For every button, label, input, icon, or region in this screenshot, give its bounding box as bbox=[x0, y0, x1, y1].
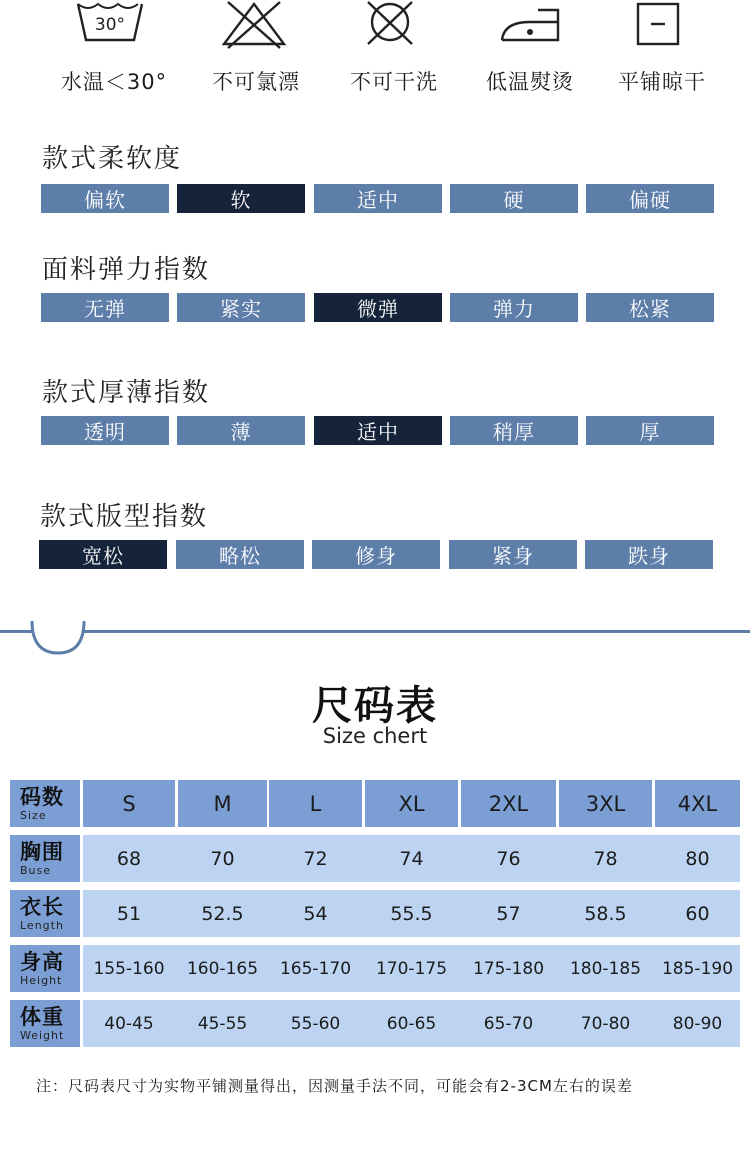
fit-option: 紧身 bbox=[449, 540, 577, 569]
softness-option: 偏软 bbox=[41, 184, 169, 213]
value-cell: 60 bbox=[685, 902, 710, 925]
dry-flat-icon bbox=[622, 0, 694, 50]
value-cell: 185-190 bbox=[661, 958, 734, 979]
section-divider bbox=[0, 630, 750, 633]
fit-option-active: 宽松 bbox=[39, 540, 167, 569]
elasticity-option: 松紧 bbox=[586, 293, 714, 322]
value-cell: 170-175 bbox=[375, 958, 448, 979]
fit-title: 款式版型指数 bbox=[40, 502, 209, 532]
size-header-cell: 4XL bbox=[655, 780, 740, 827]
value-cell: 165-170 bbox=[279, 958, 352, 979]
size-chart-title: 尺码表 bbox=[312, 683, 438, 729]
care-label-wash: 水温＜30° bbox=[60, 70, 168, 94]
size-header-cell: 3XL bbox=[559, 780, 652, 827]
size-header-cell: S bbox=[83, 780, 175, 827]
value-cell: 74 bbox=[399, 847, 424, 870]
thickness-option: 厚 bbox=[586, 416, 714, 445]
value-cell: 80-90 bbox=[672, 1013, 723, 1034]
value-cell: 80 bbox=[685, 847, 710, 870]
softness-title: 款式柔软度 bbox=[42, 144, 183, 174]
elasticity-option-active: 微弹 bbox=[314, 293, 442, 322]
size-row-chest bbox=[10, 835, 740, 882]
elasticity-title: 面料弹力指数 bbox=[42, 255, 211, 285]
row-label-zh: 体重 bbox=[20, 1004, 64, 1029]
size-note: 注：尺码表尺寸为实物平铺测量得出，因测量手法不同，可能会有2-3CM左右的误差 bbox=[36, 1077, 633, 1095]
row-label-cell bbox=[10, 890, 80, 937]
thickness-option: 薄 bbox=[177, 416, 305, 445]
care-label-dry: 平铺晾干 bbox=[618, 70, 706, 94]
row-label-en: Buse bbox=[20, 863, 52, 877]
row-label-zh: 身高 bbox=[20, 949, 64, 974]
size-header-cell: L bbox=[269, 780, 362, 827]
value-cell: 55.5 bbox=[390, 902, 433, 925]
softness-option: 适中 bbox=[314, 184, 442, 213]
size-row-height bbox=[10, 945, 740, 992]
size-header-cell: M bbox=[178, 780, 267, 827]
value-cell: 175-180 bbox=[472, 958, 545, 979]
value-cell: 54 bbox=[303, 902, 328, 925]
divider-bowl-ornament bbox=[30, 615, 86, 655]
row-label-en: Weight bbox=[20, 1028, 65, 1042]
value-cell: 68 bbox=[116, 847, 142, 870]
size-row-length bbox=[10, 890, 740, 937]
value-cell: 58.5 bbox=[584, 902, 627, 925]
softness-option: 硬 bbox=[450, 184, 578, 213]
no-bleach-icon bbox=[218, 0, 290, 50]
elasticity-option: 弹力 bbox=[450, 293, 578, 322]
row-label-zh: 胸围 bbox=[20, 839, 64, 864]
value-cell: 51 bbox=[116, 902, 142, 925]
elasticity-option: 无弹 bbox=[41, 293, 169, 322]
wash-temp-text: 30° bbox=[94, 15, 126, 35]
value-cell: 65-70 bbox=[483, 1013, 534, 1034]
value-cell: 72 bbox=[303, 847, 328, 870]
value-cell: 76 bbox=[496, 847, 521, 870]
fit-option: 略松 bbox=[176, 540, 304, 569]
softness-option-active: 软 bbox=[177, 184, 305, 213]
fit-option: 修身 bbox=[312, 540, 440, 569]
row-label-cell bbox=[10, 835, 80, 882]
value-cell: 60-65 bbox=[386, 1013, 437, 1034]
thickness-option-active: 适中 bbox=[314, 416, 442, 445]
value-cell: 45-55 bbox=[197, 1013, 248, 1034]
value-cell: 40-45 bbox=[104, 1013, 154, 1034]
size-header-row bbox=[10, 780, 740, 827]
value-cell: 155-160 bbox=[93, 958, 165, 979]
care-label-iron: 低温熨烫 bbox=[486, 70, 574, 94]
no-dryclean-icon bbox=[354, 0, 426, 50]
row-label-en: Height bbox=[20, 973, 63, 987]
thickness-option: 透明 bbox=[41, 416, 169, 445]
iron-low-icon bbox=[494, 0, 566, 50]
fit-option: 跌身 bbox=[585, 540, 713, 569]
softness-option: 偏硬 bbox=[586, 184, 714, 213]
size-chart-subtitle: Size chert bbox=[322, 724, 428, 748]
header-label-en: Size bbox=[20, 808, 47, 822]
care-label-no-bleach: 不可氯漂 bbox=[212, 70, 300, 94]
value-cell: 78 bbox=[593, 847, 618, 870]
header-label-cell bbox=[10, 780, 80, 827]
size-header-cell: 2XL bbox=[461, 780, 556, 827]
thickness-title: 款式厚薄指数 bbox=[42, 378, 211, 408]
value-cell: 55-60 bbox=[290, 1013, 341, 1034]
header-label-zh: 码数 bbox=[20, 784, 64, 809]
value-cell: 70 bbox=[210, 847, 235, 870]
row-label-en: Length bbox=[20, 918, 64, 932]
size-row-weight bbox=[10, 1000, 740, 1047]
row-label-cell bbox=[10, 1000, 80, 1047]
value-cell: 70-80 bbox=[580, 1013, 631, 1034]
elasticity-option: 紧实 bbox=[177, 293, 305, 322]
thickness-option: 稍厚 bbox=[450, 416, 578, 445]
row-label-cell bbox=[10, 945, 80, 992]
care-label-no-dryclean: 不可干洗 bbox=[350, 70, 438, 94]
size-header-cell: XL bbox=[365, 780, 458, 827]
value-cell: 57 bbox=[496, 902, 521, 925]
wash-30-icon bbox=[74, 0, 146, 50]
value-cell: 160-165 bbox=[186, 958, 259, 979]
value-cell: 180-185 bbox=[569, 958, 642, 979]
value-cell: 52.5 bbox=[201, 902, 244, 925]
row-label-zh: 衣长 bbox=[20, 894, 64, 919]
